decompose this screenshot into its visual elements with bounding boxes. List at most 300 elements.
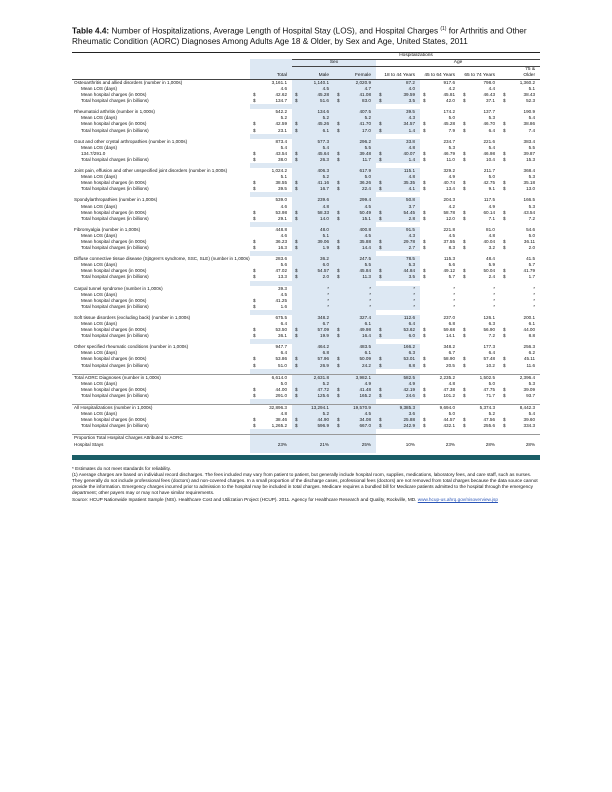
currency-symbol: $: [337, 356, 340, 362]
cell-value: 9.1: [488, 186, 495, 192]
currency-symbol: $: [337, 423, 340, 429]
cell-value: 5.4: [322, 144, 329, 150]
cell-value: 5.6: [448, 262, 455, 268]
table-cell: [334, 186, 376, 192]
currency-symbol: $: [463, 180, 466, 186]
cell-value: 24.2: [362, 362, 371, 368]
row-label: Mean hospital charges (in 000s): [81, 268, 147, 274]
currency-symbol: $: [379, 268, 382, 274]
cell-value: 8.8: [528, 333, 536, 339]
row-label: Total hospital charges (in billions): [81, 274, 149, 280]
currency-symbol: $: [463, 238, 466, 244]
row-label: Mean LOS (days): [81, 203, 117, 209]
table-cell: [292, 363, 334, 369]
cell-value: 4.8: [408, 174, 415, 180]
cell-value: 7.2: [488, 333, 495, 339]
cell-value: 16.4: [362, 333, 371, 339]
table-cell: 174.2: [443, 109, 455, 115]
table-cell: 2,396.4: [500, 374, 540, 381]
cell-value: 36.23: [275, 238, 287, 244]
table-cell: [420, 333, 460, 339]
cell-value: 4.8: [488, 232, 495, 238]
table-cell: [292, 333, 334, 339]
cell-value: 46.98: [483, 150, 495, 156]
table-cell: 48.4: [486, 256, 495, 262]
cell-value: 4.6: [280, 232, 287, 238]
cell-value: 11.6: [526, 362, 536, 368]
cell-value: 41.79: [523, 268, 536, 274]
cell-value: 3.5: [408, 274, 415, 280]
table-cell: 5,374.3: [460, 405, 500, 412]
currency-symbol: $: [253, 215, 256, 221]
cell-value: 4.6: [280, 86, 287, 92]
cell-value: 41.48: [359, 386, 371, 392]
table-cell: [376, 157, 420, 163]
currency-symbol: $: [253, 180, 256, 186]
source-text: Source: HCUP Nationwide Inpatient Sample (NIS). Healthcare Cost and Utilization Project (HCUP). 2011. Agency for Healthcare Research and Quality, Rockville, MD.: [72, 496, 417, 502]
row-label: Total hospital charges (in billions): [81, 303, 149, 309]
section-title: Total AORC Diagnoses (number in 1,000s): [72, 374, 250, 381]
currency-symbol: $: [423, 92, 426, 98]
table-cell: [292, 186, 334, 192]
table-cell: 39.3: [278, 285, 287, 291]
currency-symbol: $: [337, 121, 340, 127]
currency-symbol: $: [423, 333, 426, 339]
cell-value: 4.5: [364, 203, 371, 209]
cell-value: 5.1: [322, 232, 329, 238]
cell-value: 10.4: [486, 156, 495, 162]
cell-value: 23.1: [278, 127, 287, 133]
table-cell: 234.7: [443, 138, 455, 144]
cell-value: 4.2: [448, 86, 455, 92]
currency-symbol: $: [463, 356, 466, 362]
table-cell: 296.2: [334, 139, 376, 145]
cell-value: 40.74: [443, 180, 455, 186]
currency-symbol: $: [423, 386, 426, 392]
currency-symbol: $: [463, 386, 466, 392]
section-row: [72, 79, 540, 86]
currency-symbol: $: [423, 274, 426, 280]
cell-value: 44.57: [443, 417, 455, 423]
cell-value: 10.2: [486, 362, 495, 368]
table-cell: 3,982.1: [334, 374, 376, 381]
currency-symbol: $: [379, 417, 382, 423]
cell-value: 43.54: [523, 209, 536, 215]
currency-symbol: $: [253, 297, 256, 303]
row-label: Mean hospital charges (in 000s): [81, 297, 147, 303]
cell-value: 6.3: [488, 321, 495, 327]
row-label: Mean hospital charges (in 000s): [81, 417, 147, 423]
table-cell: 126.1: [483, 314, 495, 320]
row-label: Mean hospital charges (in 000s): [81, 209, 147, 215]
currency-symbol: $: [379, 156, 382, 162]
table-cell: [250, 128, 292, 134]
table-cell: 348.2: [292, 315, 334, 321]
table-cell: [460, 98, 500, 104]
table-cell: *: [493, 285, 495, 291]
cell-value: 44.84: [403, 268, 415, 274]
row-label: Total hospital charges (in billions): [81, 98, 149, 104]
table-cell: [376, 98, 420, 104]
currency-symbol: $: [253, 392, 256, 398]
table-cell: [460, 333, 500, 339]
table-cell: 348.2: [443, 344, 455, 350]
cell-value: 14.0: [320, 215, 329, 221]
table-cell: [250, 157, 292, 163]
table-cell: 539.0: [275, 197, 287, 203]
currency-symbol: $: [503, 417, 506, 423]
cell-value: 5.4: [528, 115, 536, 121]
currency-symbol: $: [295, 98, 298, 104]
cell-value: 39.60: [523, 417, 536, 423]
cell-value: 5.0: [280, 380, 287, 386]
table-cell: [376, 423, 420, 429]
table-cell: 117.5: [483, 197, 495, 203]
cell-value: 4.3: [408, 232, 415, 238]
cell-value: 4.2: [448, 203, 455, 209]
table-cell: [460, 304, 500, 310]
row-label: Mean LOS (days): [81, 232, 117, 238]
cell-value: 16.7: [320, 186, 329, 192]
currency-symbol: $: [337, 215, 340, 221]
cell-value: 11.0: [446, 156, 455, 162]
cell-value: 39.87: [523, 150, 536, 156]
table-cell: [292, 274, 334, 280]
table-cell: 166.5: [523, 197, 536, 203]
table-cell: [460, 423, 500, 429]
table-cell: [376, 304, 420, 310]
cell-value: 47.56: [483, 417, 495, 423]
currency-symbol: $: [463, 127, 466, 133]
col-female: Female: [334, 73, 376, 80]
table-cell: [250, 363, 292, 369]
cell-value: 45.81: [443, 92, 455, 98]
table-cell: 6,614.0: [250, 374, 292, 381]
table-cell: 54.6: [526, 226, 536, 232]
row-label: Total hospital charges (in billions): [81, 392, 149, 398]
currency-symbol: $: [463, 121, 466, 127]
table-cell: [250, 393, 292, 399]
currency-symbol: $: [295, 121, 298, 127]
table-cell: 204.3: [443, 197, 455, 203]
table-row: [72, 186, 540, 192]
cell-value: 5.3: [488, 115, 495, 121]
currency-symbol: $: [503, 333, 506, 339]
currency-symbol: $: [379, 127, 382, 133]
cell-value: *: [453, 303, 455, 309]
cell-value: 44.00: [275, 386, 287, 392]
cell-value: *: [493, 303, 495, 309]
cell-value: 37.1: [486, 98, 495, 104]
spacer-row: [72, 448, 540, 453]
table-cell: 39.5: [376, 109, 420, 115]
cell-value: 6.1: [364, 350, 371, 356]
table-cell: 283.6: [275, 256, 287, 262]
cell-value: 4.9: [448, 174, 455, 180]
row-label: Total hospital charges (in billions): [81, 362, 149, 368]
cell-value: 5.7: [448, 274, 455, 280]
currency-symbol: $: [503, 186, 506, 192]
cell-value: 53.62: [403, 327, 415, 333]
table-cell: [460, 216, 500, 222]
table-cell: [376, 393, 420, 399]
cell-value: 15.1: [362, 215, 371, 221]
currency-symbol: $: [253, 121, 256, 127]
currency-symbol: $: [295, 245, 298, 251]
cell-value: *: [453, 291, 455, 297]
table-cell: [500, 216, 540, 222]
table-cell: [250, 423, 292, 429]
currency-symbol: $: [253, 333, 256, 339]
cell-value: 3.6: [408, 411, 415, 417]
footer-bar: [72, 455, 540, 460]
currency-symbol: $: [295, 238, 298, 244]
table-cell: [460, 245, 500, 251]
cell-value: 3.2: [488, 245, 495, 251]
proportion-cell: 23%: [250, 442, 292, 448]
cell-value: 53.50: [275, 327, 287, 333]
cell-value: 39.06: [317, 238, 329, 244]
cell-value: 2.8: [408, 215, 415, 221]
cell-value: 165.2: [359, 392, 371, 398]
cell-value: 6.8: [322, 350, 329, 356]
cell-value: 93.7: [526, 392, 536, 398]
cell-value: 432.1: [443, 423, 455, 429]
table-cell: 327.4: [334, 315, 376, 321]
currency-symbol: $: [295, 215, 298, 221]
section-row: [72, 374, 540, 381]
table-cell: 190.9: [523, 109, 536, 115]
cell-value: 51.6: [320, 98, 329, 104]
table-cell: 48.0: [292, 227, 334, 233]
cell-value: 5.1: [280, 174, 287, 180]
currency-symbol: $: [379, 150, 382, 156]
table-cell: 2,235.2: [420, 374, 460, 381]
cell-value: 5.5: [364, 262, 371, 268]
table-cell: [420, 393, 460, 399]
cell-value: 5.7: [528, 262, 536, 268]
cell-value: 45.84: [359, 268, 371, 274]
table-cell: [292, 128, 334, 134]
currency-symbol: $: [503, 356, 506, 362]
cell-value: 1.6: [280, 303, 287, 309]
cell-value: 5.3: [528, 380, 536, 386]
cell-value: 47.72: [317, 386, 329, 392]
cell-value: 38.0: [278, 156, 287, 162]
section-row: [72, 405, 540, 412]
table-cell: [334, 333, 376, 339]
table-cell: [420, 128, 460, 134]
currency-symbol: $: [337, 156, 340, 162]
cell-value: 4.8: [322, 203, 329, 209]
currency-symbol: $: [337, 238, 340, 244]
cell-value: *: [369, 291, 371, 297]
cell-value: 17.0: [362, 127, 371, 133]
proportion-label-line1: Proportion Total Hospital Charges Attributed to AORC: [72, 435, 250, 442]
currency-symbol: $: [463, 417, 466, 423]
table-row: [72, 274, 540, 280]
currency-symbol: $: [337, 186, 340, 192]
cell-value: *: [413, 303, 415, 309]
cell-value: 53.98: [275, 209, 287, 215]
currency-symbol: $: [337, 333, 340, 339]
cell-value: 53.01: [403, 356, 415, 362]
cell-value: 26.9: [320, 362, 329, 368]
table-row: [72, 423, 540, 429]
table-cell: 19,570.9: [334, 405, 376, 412]
currency-symbol: $: [423, 362, 426, 368]
cell-value: 41.25: [275, 297, 287, 303]
currency-symbol: $: [503, 180, 506, 186]
table-cell: [460, 186, 500, 192]
cell-value: 6.4: [280, 321, 287, 327]
section-title: Fibromyalgia (number in 1,000s): [74, 226, 141, 232]
currency-symbol: $: [423, 268, 426, 274]
row-label: Mean LOS (days): [81, 411, 117, 417]
table-cell: [376, 186, 420, 192]
table-cell: [292, 245, 334, 251]
cell-value: 1.9: [322, 245, 329, 251]
cell-value: 49.12: [443, 268, 455, 274]
cell-value: 5.9: [488, 262, 495, 268]
row-label: Total hospital charges (in billions): [81, 186, 149, 192]
table-cell: 87.2: [376, 79, 420, 86]
currency-symbol: $: [503, 127, 506, 133]
currency-symbol: $: [337, 386, 340, 392]
cell-value: 50.04: [483, 268, 495, 274]
currency-symbol: $: [423, 156, 426, 162]
cell-value: *: [413, 297, 415, 303]
cell-value: 44.90: [317, 417, 329, 423]
table-cell: 1,140.1: [292, 79, 334, 86]
cell-value: 35.88: [359, 238, 371, 244]
row-label: Mean hospital charges (in 000s): [81, 238, 147, 244]
currency-symbol: $: [379, 386, 382, 392]
table-cell: 577.3: [292, 139, 334, 145]
section-title: Other specified rheumatic conditions (number in 1,000s): [74, 344, 189, 350]
currency-symbol: $: [503, 423, 506, 429]
cell-value: 38.46: [275, 417, 287, 423]
cell-value: 5.0: [488, 380, 495, 386]
cell-value: 39.09: [523, 386, 536, 392]
cell-value: 334.3: [523, 423, 536, 429]
cell-value: 6.1: [322, 127, 329, 133]
table-cell: [500, 128, 540, 134]
currency-symbol: $: [295, 417, 298, 423]
table-cell: 33.8: [376, 139, 420, 145]
cell-value: 6.2: [528, 350, 536, 356]
currency-symbol: $: [503, 215, 506, 221]
currency-symbol: $: [503, 209, 506, 215]
currency-symbol: $: [295, 386, 298, 392]
cell-value: 5.2: [280, 115, 287, 121]
table-cell: [500, 157, 540, 163]
currency-symbol: $: [503, 274, 506, 280]
table-row: [72, 245, 540, 251]
col-male: Male: [292, 73, 334, 80]
currency-symbol: $: [379, 121, 382, 127]
currency-symbol: $: [463, 333, 466, 339]
cell-value: 37.55: [443, 238, 455, 244]
currency-symbol: $: [295, 362, 298, 368]
table-cell: 115.3: [443, 256, 455, 262]
cell-value: *: [533, 291, 536, 297]
row-label: Mean LOS (days): [81, 380, 117, 386]
cell-value: 38.86: [523, 121, 536, 127]
cell-value: 1.7: [528, 274, 536, 280]
proportion-cell: 25%: [334, 442, 376, 448]
table-cell: 221.6: [483, 138, 495, 144]
currency-symbol: $: [337, 274, 340, 280]
currency-symbol: $: [423, 417, 426, 423]
row-label: Mean LOS (days): [81, 115, 117, 121]
table-cell: 32,896.3: [250, 405, 292, 412]
cell-value: 42.75: [483, 180, 495, 186]
cell-value: 6.4: [488, 127, 495, 133]
cell-value: 49.98: [359, 327, 371, 333]
table-cell: [420, 98, 460, 104]
currency-symbol: $: [463, 209, 466, 215]
table-cell: 239.6: [292, 197, 334, 203]
currency-symbol: $: [379, 356, 382, 362]
row-label: Total hospital charges (in billions): [81, 215, 149, 221]
table-cell: [500, 304, 540, 310]
currency-symbol: $: [463, 362, 466, 368]
cell-value: *: [533, 303, 536, 309]
currency-symbol: $: [337, 150, 340, 156]
cell-value: 667.0: [359, 423, 371, 429]
table-cell: [250, 333, 292, 339]
proportion-cell: 28%: [525, 441, 536, 447]
table-cell: [250, 304, 292, 310]
table-cell: [500, 274, 540, 280]
cell-value: 57.09: [317, 327, 329, 333]
cell-value: 39.59: [403, 92, 415, 98]
cell-value: 5.4: [528, 411, 536, 417]
table-cell: [250, 216, 292, 222]
currency-symbol: $: [337, 417, 340, 423]
source-link[interactable]: www.hcup-us.ahrq.gov/nisoverview.jsp: [417, 496, 498, 502]
cell-value: 43.54: [275, 150, 287, 156]
table-cell: 1,502.5: [460, 374, 500, 381]
table-cell: 1,360.2: [519, 79, 536, 85]
table-cell: [420, 274, 460, 280]
cell-value: 4.8: [448, 380, 455, 386]
cell-value: 5.5: [364, 144, 371, 150]
currency-symbol: $: [337, 92, 340, 98]
table-cell: [420, 216, 460, 222]
cell-value: 47.02: [275, 268, 287, 274]
cell-value: 4.9: [364, 380, 371, 386]
cell-value: 47.38: [443, 386, 455, 392]
section-title: Diffuse connective tissue disease (Sjögren's syndrome, SSC, SLE) (number in 1,000s): [74, 256, 250, 262]
currency-symbol: $: [337, 327, 340, 333]
notes: [72, 466, 540, 503]
cell-value: 2.7: [408, 245, 415, 251]
table-cell: [334, 304, 376, 310]
table-row: [72, 393, 540, 399]
cell-value: 45.28: [443, 121, 455, 127]
cell-value: 2.4: [488, 274, 495, 280]
table-cell: [334, 216, 376, 222]
currency-symbol: $: [379, 186, 382, 192]
cell-value: 36.1: [278, 333, 287, 339]
table-cell: [500, 98, 540, 104]
currency-symbol: $: [337, 392, 340, 398]
cell-value: 50.09: [359, 356, 371, 362]
currency-symbol: $: [379, 362, 382, 368]
currency-symbol: $: [295, 392, 298, 398]
